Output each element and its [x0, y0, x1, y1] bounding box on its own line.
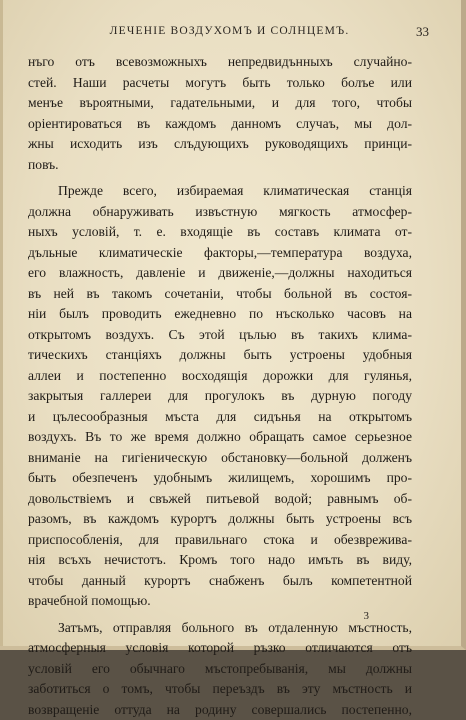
text-line: быть обезпеченъ удобнымъ жилищемъ, хорошимъ про-	[28, 468, 412, 489]
text-line: нія всъхъ нечистотъ. Кромъ того надо имъть въ виду,	[28, 550, 412, 571]
paragraph-2	[28, 181, 412, 612]
text-line: его влажность, давленіе и движеніе,—должны находиться	[28, 263, 412, 284]
text-line: Прежде всего, избираемая климатическая станція	[28, 181, 412, 202]
text-line: и цълесообразныя мъста для сидънья на открытомъ	[28, 407, 412, 428]
text-line: жны исходить изъ слъдующихъ руководящихъ принци-	[28, 134, 412, 155]
text-line: нъго отъ всевозможныхъ непредвидънныхъ случайно-	[28, 52, 412, 73]
text-line: менъе въроятными, гадательными, и для того, чтобы	[28, 93, 412, 114]
text-line: воздухъ. Въ то же время должно обращать самое серьезное	[28, 427, 412, 448]
signature-mark: 3	[364, 610, 370, 622]
text-line: должна обнаруживать извъстную мягкость атмосфер-	[28, 202, 412, 223]
text-line: чтобы данный курортъ снабженъ былъ компетентной	[28, 571, 412, 592]
text-line: довольствіемъ и свъжей питьевой водой; равнымъ об-	[28, 489, 412, 510]
text-line: повъ.	[28, 155, 412, 176]
text-line: дъльные климатическіе факторы,—температура воздуха,	[28, 243, 412, 264]
text-line: разомъ, въ каждомъ курортъ должны быть устроены всъ	[28, 509, 412, 530]
text-line: тическихъ станціяхъ должны быть устроены удобныя	[28, 345, 412, 366]
text-line: вниманіе на гигіеническую обстановку—больной долженъ	[28, 448, 412, 469]
text-line: Затъмъ, отправляя больного въ отдаленную мъстность,	[28, 618, 412, 639]
text-line: закрытыя галлереи для прогулокъ въ дурную погоду	[28, 386, 412, 407]
paragraph-1	[28, 52, 412, 175]
text-line: ныхъ условій, т. е. входящіе въ составъ климата от-	[28, 222, 412, 243]
page-left-edge	[0, 0, 3, 646]
text-line: стей. Наши расчеты могутъ быть только болъе или	[28, 73, 412, 94]
text-line: врачебной помощью.	[28, 591, 412, 612]
running-head: ЛЕЧЕНІЕ ВОЗДУХОМЪ И СОЛНЦЕМЪ.	[26, 25, 433, 37]
page-number: 33	[416, 24, 429, 40]
text-line: открытомъ воздухъ. Съ этой цълью въ такихъ клима-	[28, 325, 412, 346]
text-line: оріентироваться въ каждомъ данномъ случаъ, мы дол-	[28, 114, 412, 135]
text-line: возвращеніе оттуда на родину совершались постепенно,	[28, 700, 412, 720]
body-text	[28, 52, 412, 720]
text-line: заботиться о томъ, чтобы переъздъ въ эту мъстность и	[28, 679, 412, 700]
text-line: приспособленія, для правильнаго стока и обезвреживa-	[28, 530, 412, 551]
paragraph-3	[28, 618, 412, 720]
text-line: условій его обычнаго мъстопребыванія, мы должны	[28, 659, 412, 680]
text-line: ніи былъ проводить ежедневно по нъсколько часовъ на	[28, 304, 412, 325]
text-line: атмосферныя условія которой ръзко отличаются отъ	[28, 638, 412, 659]
page-header	[26, 24, 433, 40]
text-line: въ ней въ такомъ сочетаніи, чтобы больной въ состоя-	[28, 284, 412, 305]
text-line: аллеи и постепенно восходящія дорожки для гулянья,	[28, 366, 412, 387]
